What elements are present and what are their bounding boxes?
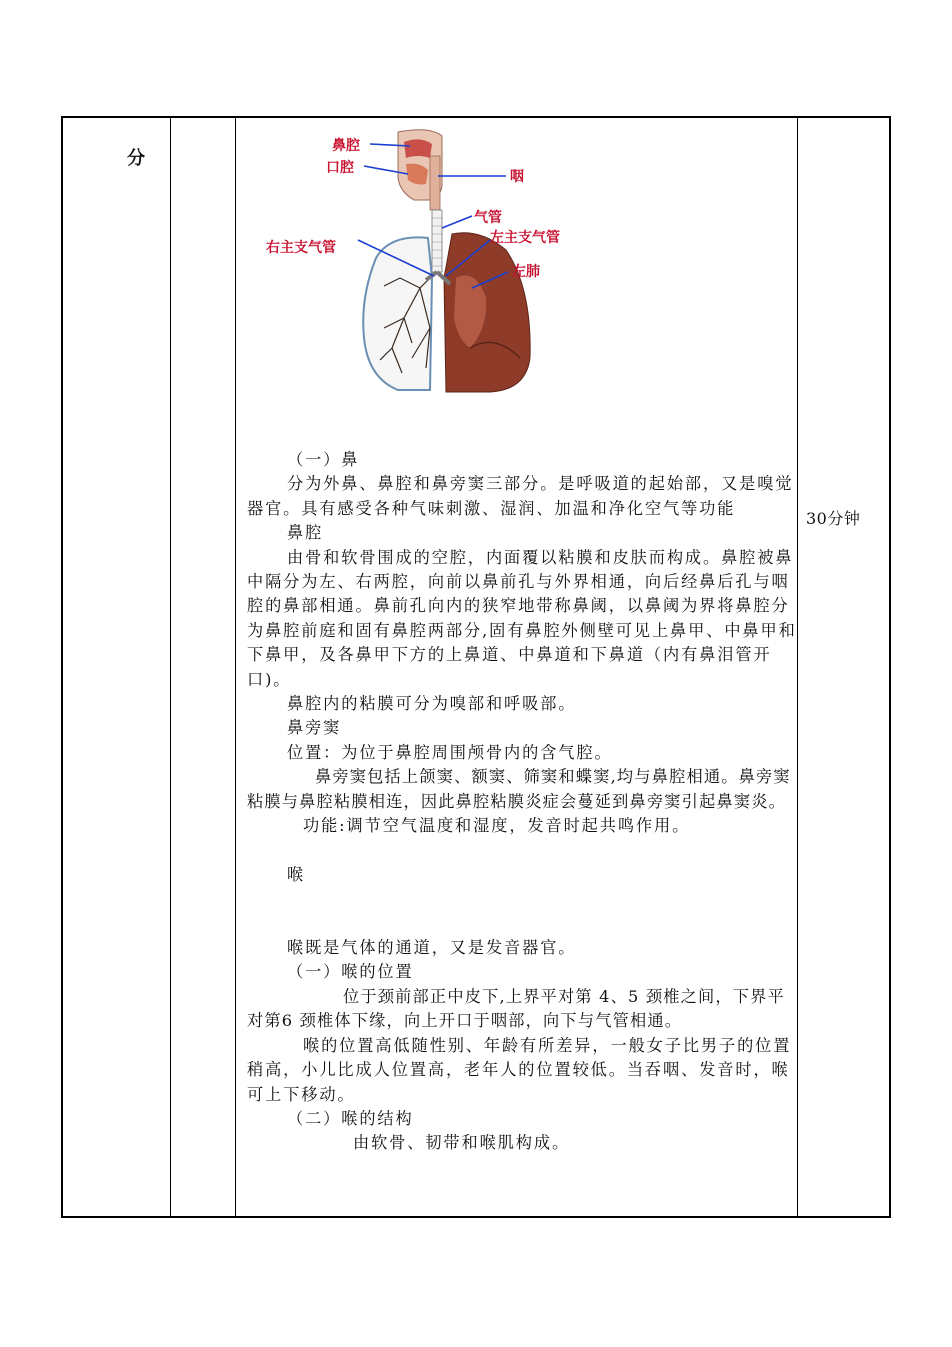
respiratory-system-figure — [266, 128, 600, 393]
column-divider — [797, 118, 798, 1216]
label-trachea: 气管 — [474, 210, 502, 226]
paragraph-larynx-variation: 喉的位置高低随性别、年龄有所差异，一般女子比男子的位置稍高，小儿比成人位置高，老年人的位置较低。当吞咽、发音时，喉可上下移动。 — [247, 1035, 792, 1104]
spacer — [247, 912, 797, 936]
heading-nasal-cavity: 鼻腔 — [287, 523, 324, 543]
section-label: 分 — [127, 148, 145, 169]
lesson-content — [247, 448, 797, 1156]
paragraph-sinus-position: 位置：为位于鼻腔周围颅骨内的含气腔。 — [287, 742, 613, 762]
paragraph-sinus-function: 功能:调节空气温度和湿度，发音时起共鸣作用。 — [303, 816, 691, 836]
heading-larynx-position: （一）喉的位置 — [287, 962, 414, 982]
lesson-table — [61, 116, 891, 1218]
paragraph-nasal-mucosa: 鼻腔内的粘膜可分为嗅部和呼吸部。 — [287, 694, 577, 714]
heading-paranasal-sinus: 鼻旁窦 — [287, 718, 342, 738]
spacer — [247, 887, 797, 911]
paragraph-larynx-intro: 喉既是气体的通道，又是发音器官。 — [287, 938, 577, 958]
pharynx-shape — [430, 156, 440, 210]
trachea-shape — [432, 210, 442, 272]
column-divider — [235, 118, 236, 1216]
label-right-bronchus: 右主支气管 — [266, 240, 336, 256]
right-lung-outline — [363, 237, 432, 390]
heading-nose: （一）鼻 — [287, 450, 360, 469]
paragraph-sinus-types: 鼻旁窦包括上颌窦、额窦、筛窦和蝶窦,均与鼻腔相通。鼻旁窦粘膜与鼻腔粘膜相连，因此鼻腔粘膜炎症会蔓延到鼻旁窦引起鼻窦炎。 — [247, 767, 791, 811]
column-divider — [170, 118, 171, 1216]
heading-larynx-structure: （二）喉的结构 — [287, 1108, 414, 1128]
paragraph-nasal-cavity: 由骨和软骨围成的空腔，内面覆以粘膜和皮肤而构成。鼻腔被鼻中隔分为左、右两腔，向前以鼻前孔与外界相通，向后经鼻后孔与咽腔的鼻部相通。鼻前孔向内的狭窄地带称鼻阈，以鼻阈为界将鼻腔分为鼻腔前庭和固有鼻腔两部分,固有鼻腔外侧壁可见上鼻甲、中鼻甲和下鼻甲，及各鼻甲下方的上鼻道、中鼻道和下鼻道（内有鼻泪管开口)。 — [247, 547, 797, 689]
paragraph-larynx-position: 位于颈前部正中皮下,上界平对第 4、5 颈椎之间，下界平对第6 颈椎体下缘，向上开口于咽部，向下与气管相通。 — [247, 986, 785, 1031]
duration-cell: 30分钟 — [806, 509, 861, 528]
label-oral-cavity: 口腔 — [326, 160, 354, 176]
label-left-lung: 左肺 — [512, 264, 540, 280]
paragraph-nose-intro: 分为外鼻、鼻腔和鼻旁窦三部分。是呼吸道的起始部，又是嗅觉器官。具有感受各种气味刺激、湿润、加温和净化空气等功能 — [247, 474, 794, 518]
label-nasal-cavity: 鼻腔 — [332, 138, 360, 154]
nasal-cavity-shape — [404, 139, 432, 158]
paragraph-larynx-structure: 由软骨、韧带和喉肌构成。 — [353, 1133, 571, 1153]
label-left-bronchus: 左主支气管 — [490, 230, 560, 246]
heading-larynx: 喉 — [287, 864, 306, 884]
spacer — [247, 839, 797, 863]
label-pharynx: 咽 — [510, 169, 524, 185]
